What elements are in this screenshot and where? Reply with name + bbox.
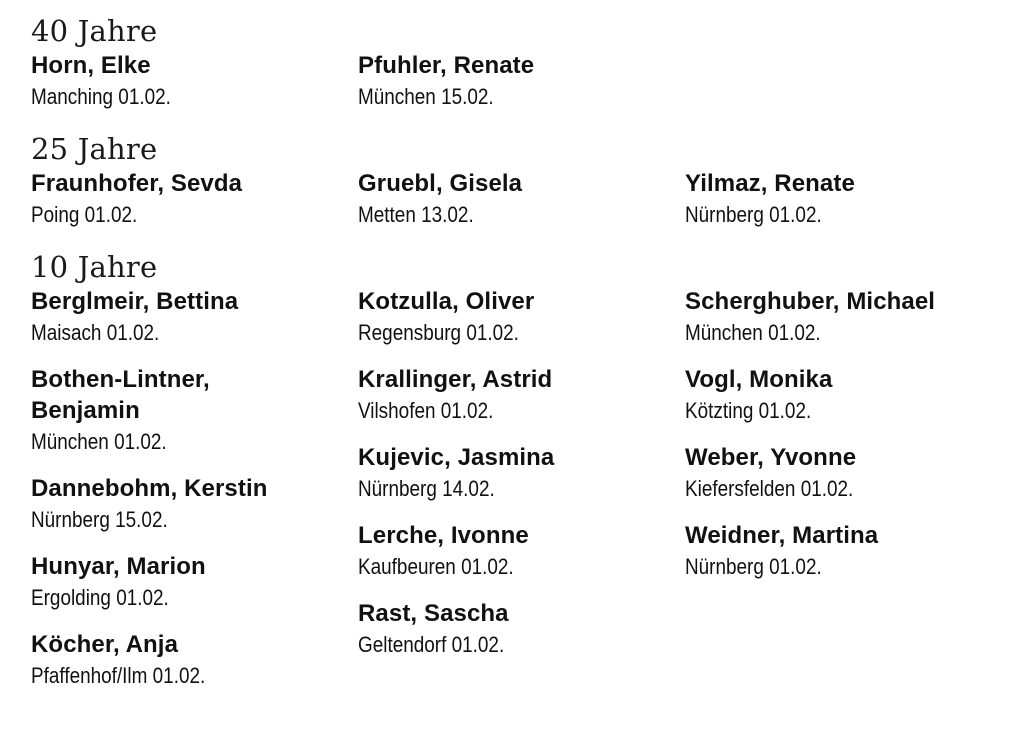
section-heading: 10 Jahre — [31, 250, 158, 284]
person-name: Berglmeir, Bettina — [31, 288, 239, 315]
list-item — [31, 168, 358, 230]
place-date: Vilshofen 01.02. — [358, 398, 494, 423]
place-date: München 15.02. — [358, 84, 494, 109]
list-item — [685, 520, 991, 582]
section-10-jahre — [31, 250, 991, 691]
list-item — [358, 598, 685, 660]
place-date: Maisach 01.02. — [31, 320, 160, 345]
person-name: Scherghuber, Michael — [685, 288, 936, 315]
column-2 — [358, 50, 685, 112]
person-name: Krallinger, Astrid — [358, 366, 553, 393]
place-date: Metten 13.02. — [358, 202, 474, 227]
section-25-jahre — [31, 132, 991, 230]
person-name: Yilmaz, Renate — [685, 170, 855, 197]
entries-grid — [31, 168, 991, 230]
list-item — [685, 364, 991, 426]
column-3 — [685, 168, 991, 230]
entries-grid — [31, 286, 991, 691]
person-name: Pfuhler, Renate — [358, 52, 535, 79]
list-item — [31, 364, 358, 457]
person-name: Vogl, Monika — [685, 366, 833, 393]
section-heading: 40 Jahre — [31, 14, 158, 48]
section-40-jahre — [31, 14, 991, 112]
person-name: Lerche, Ivonne — [358, 522, 529, 549]
list-item — [358, 364, 685, 426]
column-1 — [31, 286, 358, 691]
anniversary-list — [31, 14, 991, 691]
person-name: Weidner, Martina — [685, 522, 879, 549]
person-name: Weber, Yvonne — [685, 444, 857, 471]
place-date: Manching 01.02. — [31, 84, 171, 109]
place-date: Kaufbeuren 01.02. — [358, 554, 514, 579]
person-name: Rast, Sascha — [358, 600, 509, 627]
list-item — [358, 442, 685, 504]
person-name: Hunyar, Marion — [31, 553, 206, 580]
person-name: Bothen-Lintner, Benjamin — [31, 366, 210, 424]
place-date: Nürnberg 01.02. — [685, 554, 822, 579]
list-item — [31, 473, 358, 535]
place-date: München 01.02. — [31, 429, 167, 454]
person-name: Köcher, Anja — [31, 631, 179, 658]
list-item — [31, 629, 358, 691]
column-1 — [31, 50, 358, 112]
place-date: Kötzting 01.02. — [685, 398, 812, 423]
list-item — [358, 520, 685, 582]
list-item — [358, 286, 685, 348]
list-item — [685, 286, 991, 348]
place-date: Poing 01.02. — [31, 202, 138, 227]
column-1 — [31, 168, 358, 230]
place-date: Ergolding 01.02. — [31, 585, 169, 610]
person-name: Horn, Elke — [31, 52, 151, 79]
list-item — [31, 50, 358, 112]
column-2 — [358, 286, 685, 691]
place-date: Regensburg 01.02. — [358, 320, 519, 345]
column-2 — [358, 168, 685, 230]
list-item — [358, 50, 685, 112]
section-heading: 25 Jahre — [31, 132, 158, 166]
list-item — [358, 168, 685, 230]
list-item — [31, 286, 358, 348]
person-name: Fraunhofer, Sevda — [31, 170, 243, 197]
place-date: Nürnberg 15.02. — [31, 507, 168, 532]
place-date: Nürnberg 14.02. — [358, 476, 495, 501]
entries-grid — [31, 50, 991, 112]
column-3 — [685, 50, 991, 112]
person-name: Kujevic, Jasmina — [358, 444, 555, 471]
place-date: Geltendorf 01.02. — [358, 632, 505, 657]
list-item — [685, 168, 991, 230]
list-item — [685, 442, 991, 504]
place-date: Kiefersfelden 01.02. — [685, 476, 854, 501]
list-item — [31, 551, 358, 613]
place-date: Nürnberg 01.02. — [685, 202, 822, 227]
place-date: München 01.02. — [685, 320, 821, 345]
person-name: Gruebl, Gisela — [358, 170, 523, 197]
place-date: Pfaffenhof/Ilm 01.02. — [31, 663, 206, 688]
column-3 — [685, 286, 991, 691]
person-name: Dannebohm, Kerstin — [31, 475, 268, 502]
person-name: Kotzulla, Oliver — [358, 288, 535, 315]
